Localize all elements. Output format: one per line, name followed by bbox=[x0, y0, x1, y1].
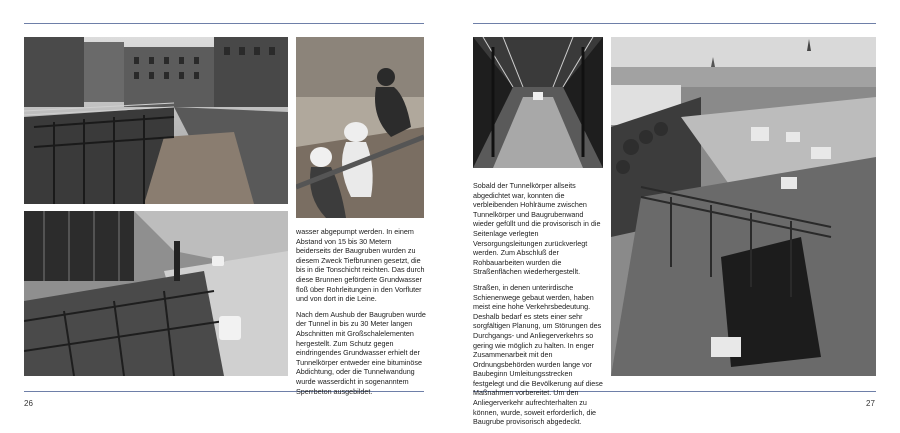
left-body-text bbox=[296, 227, 426, 402]
left-paragraph-2: Nach dem Aushub der Baugruben wurde der Tunnel in bis zu 30 Meter langen Abschnitten mit Großschalelementen hergestellt. Zum Schutz gegen eindringendes Grundwasser erhielt der Tunnelkörper entweder eine bituminöse Abdichtung, oder die Tunnelwandung wurde wasserdicht in sogenanntem Sperrbeton ausgebildet. bbox=[296, 309, 426, 396]
left-paragraph-1: wasser abgepumpt werden. In einem Abstand von 15 bis 30 Metern beiderseits der Baugruben wurden zu diesem Zweck Tiefbrunnen gesetzt, die bis in die Tonschicht reichten. Das durch diese Brunnen geförderte Grundwasser floß über Rohrleitungen in den Vorfluter und von dort in die Leine. bbox=[296, 227, 425, 304]
right-page-number: 27 bbox=[866, 399, 875, 408]
photo-street-aerial bbox=[24, 211, 288, 376]
left-page-number: 26 bbox=[24, 399, 33, 408]
photo-street-excavation bbox=[24, 37, 288, 204]
photo-city-aerial-construction bbox=[611, 37, 876, 376]
photo-workers-pipe bbox=[296, 37, 424, 218]
right-body-text bbox=[473, 181, 605, 433]
right-paragraph-1: Sobald der Tunnelkörper allseits abgedichtet war, konnten die verbleibenden Hohlräume zwischen Tunnelkörper und Baugrubenwand wieder gefüllt und die provisorisch in die Seitenlage verlegten Versorgungsleitungen zurückverlegt werden. Zum Abschluß der Rohbauarbeiten wurden die Straßenflächen wiederhergestellt. bbox=[473, 181, 601, 277]
left-top-rule bbox=[24, 23, 424, 24]
right-paragraph-2: Straßen, in denen unterirdische Schienenwege gebaut werden, haben meist eine hohe Verkehrsbedeutung. Deshalb bedarf es stets einer sehr sorgfältigen Planung, um Störungen des Durchgangs- und Anliegerverkehrs so gering wie möglich zu halten. In enger Zusammenarbeit mit den Ordnungsbehörden wurden lange vor Baubeginn Umleitungsstrecken festgelegt und die Bevölkerung auf diese Maßnahmen vorbereitet. Um den Anliegerverkehr aufrechterhalten zu können, wurde, soweit erforderlich, die Baugrube provisorisch abgedeckt. bbox=[473, 282, 603, 427]
photo-tunnel-interior bbox=[473, 37, 603, 168]
right-top-rule bbox=[473, 23, 876, 24]
